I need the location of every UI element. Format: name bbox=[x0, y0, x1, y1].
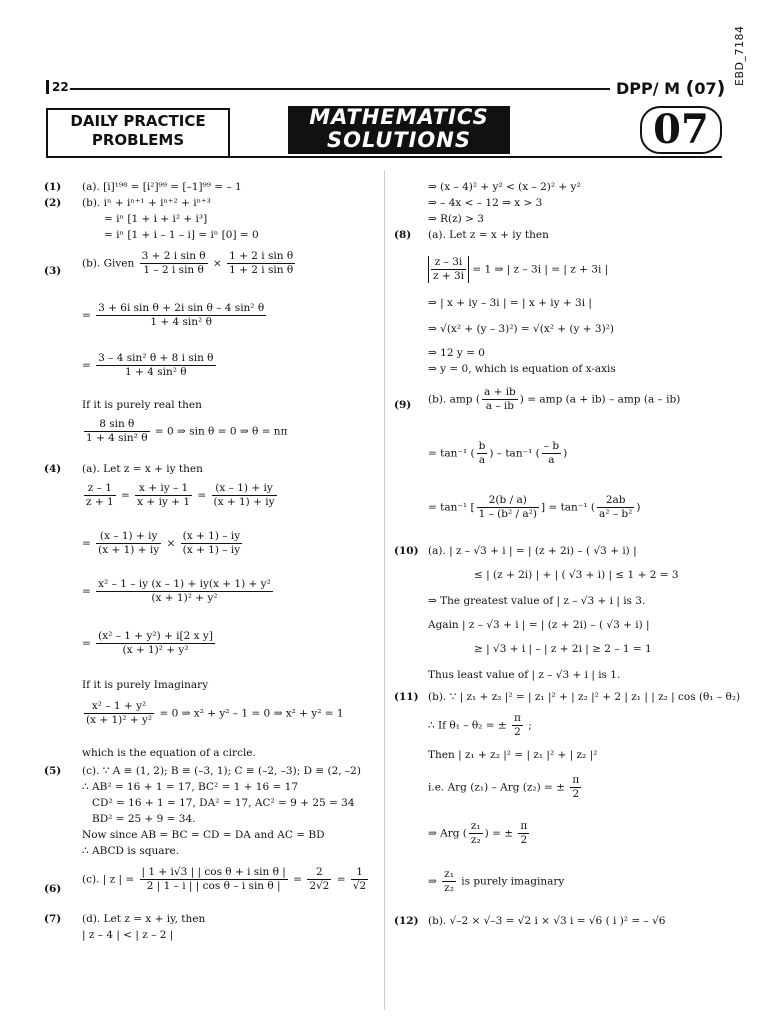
column-divider bbox=[384, 170, 385, 1010]
q4-step2: = $\frac{(x - 1) + iy}{(x + 1) + iy}$ × $\frac{(x + 1) - iy}{(x + 1) - iy}$ bbox=[82, 530, 241, 556]
q9-number: (9) bbox=[394, 399, 412, 411]
q7-line2: | z – 4 | < | z – 2 | bbox=[82, 929, 174, 941]
q11-line2: ∴ If θ₁ – θ₂ = ± $\frac{\pi}{2}$ ; bbox=[428, 712, 532, 738]
q3-real-text: If it is purely real then bbox=[82, 399, 202, 411]
title-box: DAILY PRACTICE PROBLEMS bbox=[46, 108, 230, 158]
q9-step3: = tan⁻¹ [ $\frac{2(b / a)}{\text{1 – (b² / a²)}}$ ] = tan⁻¹ ( $\frac{2ab}{\text{a² – b²}}$ ) bbox=[428, 494, 641, 520]
q8-step3: ⇒ √(x² + (y – 3)²) = √(x² + (y + 3)²) bbox=[428, 323, 615, 335]
q10-line1: (a). | z – √3 + i | = | (z + 2i) – ( √3 + i) | bbox=[428, 545, 637, 557]
q2-line2: = iⁿ [1 + i + i² + i³] bbox=[104, 213, 208, 225]
q2-number: (2) bbox=[44, 197, 62, 209]
q7-line5: ⇒ R(z) > 3 bbox=[428, 213, 484, 225]
q3-given: (b). Given $\frac{\text{3 + 2 i sin θ}}{\text{1 – 2 i sin θ}}$ × $\frac{\text{1 + 2 i sin θ}}{\text{1 + 2 i sin θ}}$ bbox=[82, 250, 294, 276]
q8-intro: (a). Let z = x + iy then bbox=[428, 229, 549, 241]
q8-step2: ⇒ | x + iy – 3i | = | x + iy + 3i | bbox=[428, 297, 592, 309]
q10-line4: Again | z – √3 + i | = | (z + 2i) – ( √3 + i) | bbox=[428, 619, 650, 631]
q5-line5: Now since AB = BC = CD = DA and AC = BD bbox=[82, 829, 325, 841]
q2-line1: (b). iⁿ + iⁿ⁺¹ + iⁿ⁺² + iⁿ⁺³ bbox=[82, 197, 211, 209]
q10-line6: Thus least value of | z – √3 + i | is 1. bbox=[428, 669, 621, 681]
q7-line4: ⇒ – 4x < – 12 ⇒ x > 3 bbox=[428, 197, 543, 209]
q12-solution: (b). √–2 × √–3 = √2 i × √3 i = √6 ( i )² = – √6 bbox=[428, 915, 666, 927]
q5-line2: ∴ AB² = 16 + 1 = 17, BC² = 1 + 16 = 17 bbox=[82, 781, 298, 793]
q11-line4: i.e. Arg (z₁) – Arg (z₂) = ± $\frac{\pi}{2}$ bbox=[428, 774, 580, 800]
q4-intro: (a). Let z = x + iy then bbox=[82, 463, 203, 475]
left-column bbox=[44, 0, 379, 1024]
q11-line6: ⇒ $\frac{\text{z₁}}{\text{z₂}}$ is purely imaginary bbox=[428, 868, 565, 894]
q4-step4: = $\frac{\text{(x² – 1 + y²) + i[2 x y]}}{\text{(x + 1)² + y²}}$ bbox=[82, 630, 213, 656]
q3-step2: = $\frac{\text{3 – 4 sin² θ + 8 i sin θ}}{\text{1 + 4 sin² θ}}$ bbox=[82, 352, 214, 378]
header-dpp-label: DPP/ M (07) bbox=[616, 77, 726, 99]
q11-number: (11) bbox=[394, 691, 419, 703]
q4-conclusion: which is the equation of a circle. bbox=[82, 747, 256, 759]
q10-line3: ⇒ The greatest value of | z – √3 + i | is 3. bbox=[428, 595, 646, 607]
q11-line5: ⇒ Arg ( $\frac{\text{z₁}}{\text{z₂}}$ ) = ± $\frac{\pi}{2}$ bbox=[428, 820, 528, 846]
title-banner: MATHEMATICS SOLUTIONS bbox=[288, 106, 510, 154]
q8-step5: ⇒ y = 0, which is equation of x-axis bbox=[428, 363, 616, 375]
q9-step1: (b). amp ( $\frac{a + ib}{a - ib}$ ) = amp (a + ib) – amp (a – ib) bbox=[428, 386, 681, 412]
q10-line5: ≥ | √3 + i | – | z + 2i | ≥ 2 – 1 = 1 bbox=[474, 643, 652, 655]
q7-number: (7) bbox=[44, 913, 62, 925]
q2-line3: = iⁿ [1 + i – 1 – i] = iⁿ [0] = 0 bbox=[104, 229, 259, 241]
q11-line3: Then | z₁ + z₂ |² = | z₁ |² + | z₂ |² bbox=[428, 749, 598, 761]
q11-line1: (b). ∵ | z₁ + z₂ |² = | z₁ |² + | z₂ |² + 2 | z₁ | | z₂ | cos (θ₁ – θ₂) bbox=[428, 691, 741, 703]
q4-result: $\frac{\text{x² – 1 + y²}}{\text{(x + 1)² + y²}}$ = 0 ⇒ x² + y² – 1 = 0 ⇒ x² + y² = 1 bbox=[86, 700, 344, 726]
q10-number: (10) bbox=[394, 545, 419, 557]
q4-step1: $\frac{z - 1}{z + 1}$ = $\frac{x + iy - 1}{x + iy + 1}$ = $\frac{(x - 1) + iy}{(x + 1) + iy}$ bbox=[86, 482, 275, 508]
document-code: EBD_7184 bbox=[733, 25, 746, 86]
q5-number: (5) bbox=[44, 765, 62, 777]
q4-step3: = $\frac{\text{x² – 1 – iy (x – 1) + iy(x + 1) + y²}}{\text{(x + 1)² + y²}}$ bbox=[82, 578, 271, 604]
q9-step2: = tan⁻¹ ( $\frac{b}{a}$ ) – tan⁻¹ ( $\frac{- b}{a}$ ) bbox=[428, 440, 568, 466]
q10-line2: ≤ | (z + 2i) | + | ( √3 + i) | ≤ 1 + 2 = 3 bbox=[474, 569, 679, 581]
q8-step4: ⇒ 12 y = 0 bbox=[428, 347, 485, 359]
q3-number: (3) bbox=[44, 265, 62, 277]
q1-solution: (a). [i]¹⁹⁸ = [i²]⁹⁹ = [–1]⁹⁹ = – 1 bbox=[82, 181, 242, 193]
q4-number: (4) bbox=[44, 463, 62, 475]
q5-line1: (c). ∵ A ≡ (1, 2); B ≡ (–3, 1); C ≡ (–2, –3); D ≡ (2, –2) bbox=[82, 765, 361, 777]
q3-result: $\frac{\text{8 sin θ}}{\text{1 + 4 sin² θ}}$ = 0 ⇒ sin θ = 0 ⇒ θ = nπ bbox=[86, 418, 288, 444]
q6-number: (6) bbox=[44, 883, 62, 895]
q3-step1: = $\frac{\text{3 + 6i sin θ + 2i sin θ – 4 sin² θ}}{\text{1 + 4 sin² θ}}$ bbox=[82, 302, 265, 328]
q5-line3: CD² = 16 + 1 = 17, DA² = 17, AC² = 9 + 25 = 34 bbox=[92, 797, 355, 809]
page-number: 22 bbox=[46, 80, 69, 94]
q8-number: (8) bbox=[394, 229, 412, 241]
q7-line1: (d). Let z = x + iy, then bbox=[82, 913, 206, 925]
q12-number: (12) bbox=[394, 915, 419, 927]
q8-step1: $\frac{z - 3i}{z + 3i}$ = 1 ⇒ | z – 3i | = | z + 3i | bbox=[428, 256, 608, 283]
q5-line4: BD² = 25 + 9 = 34. bbox=[92, 813, 196, 825]
dpp-number-badge: 07 bbox=[640, 106, 722, 154]
q1-number: (1) bbox=[44, 181, 62, 193]
q4-imag-text: If it is purely Imaginary bbox=[82, 679, 209, 691]
q6-solution: (c). | z | = $\frac{\text{| 1 + i√3 | | cos θ + i sin θ |}}{\text{2 | 1 – i | | cos θ – i sin θ |}}$ = $\frac{2}{2√2}$ = $\frac{1}{√2}$ bbox=[82, 866, 367, 892]
q7-line3: ⇒ (x – 4)² + y² < (x – 2)² + y² bbox=[428, 181, 581, 193]
q5-line6: ∴ ABCD is square. bbox=[82, 845, 180, 857]
